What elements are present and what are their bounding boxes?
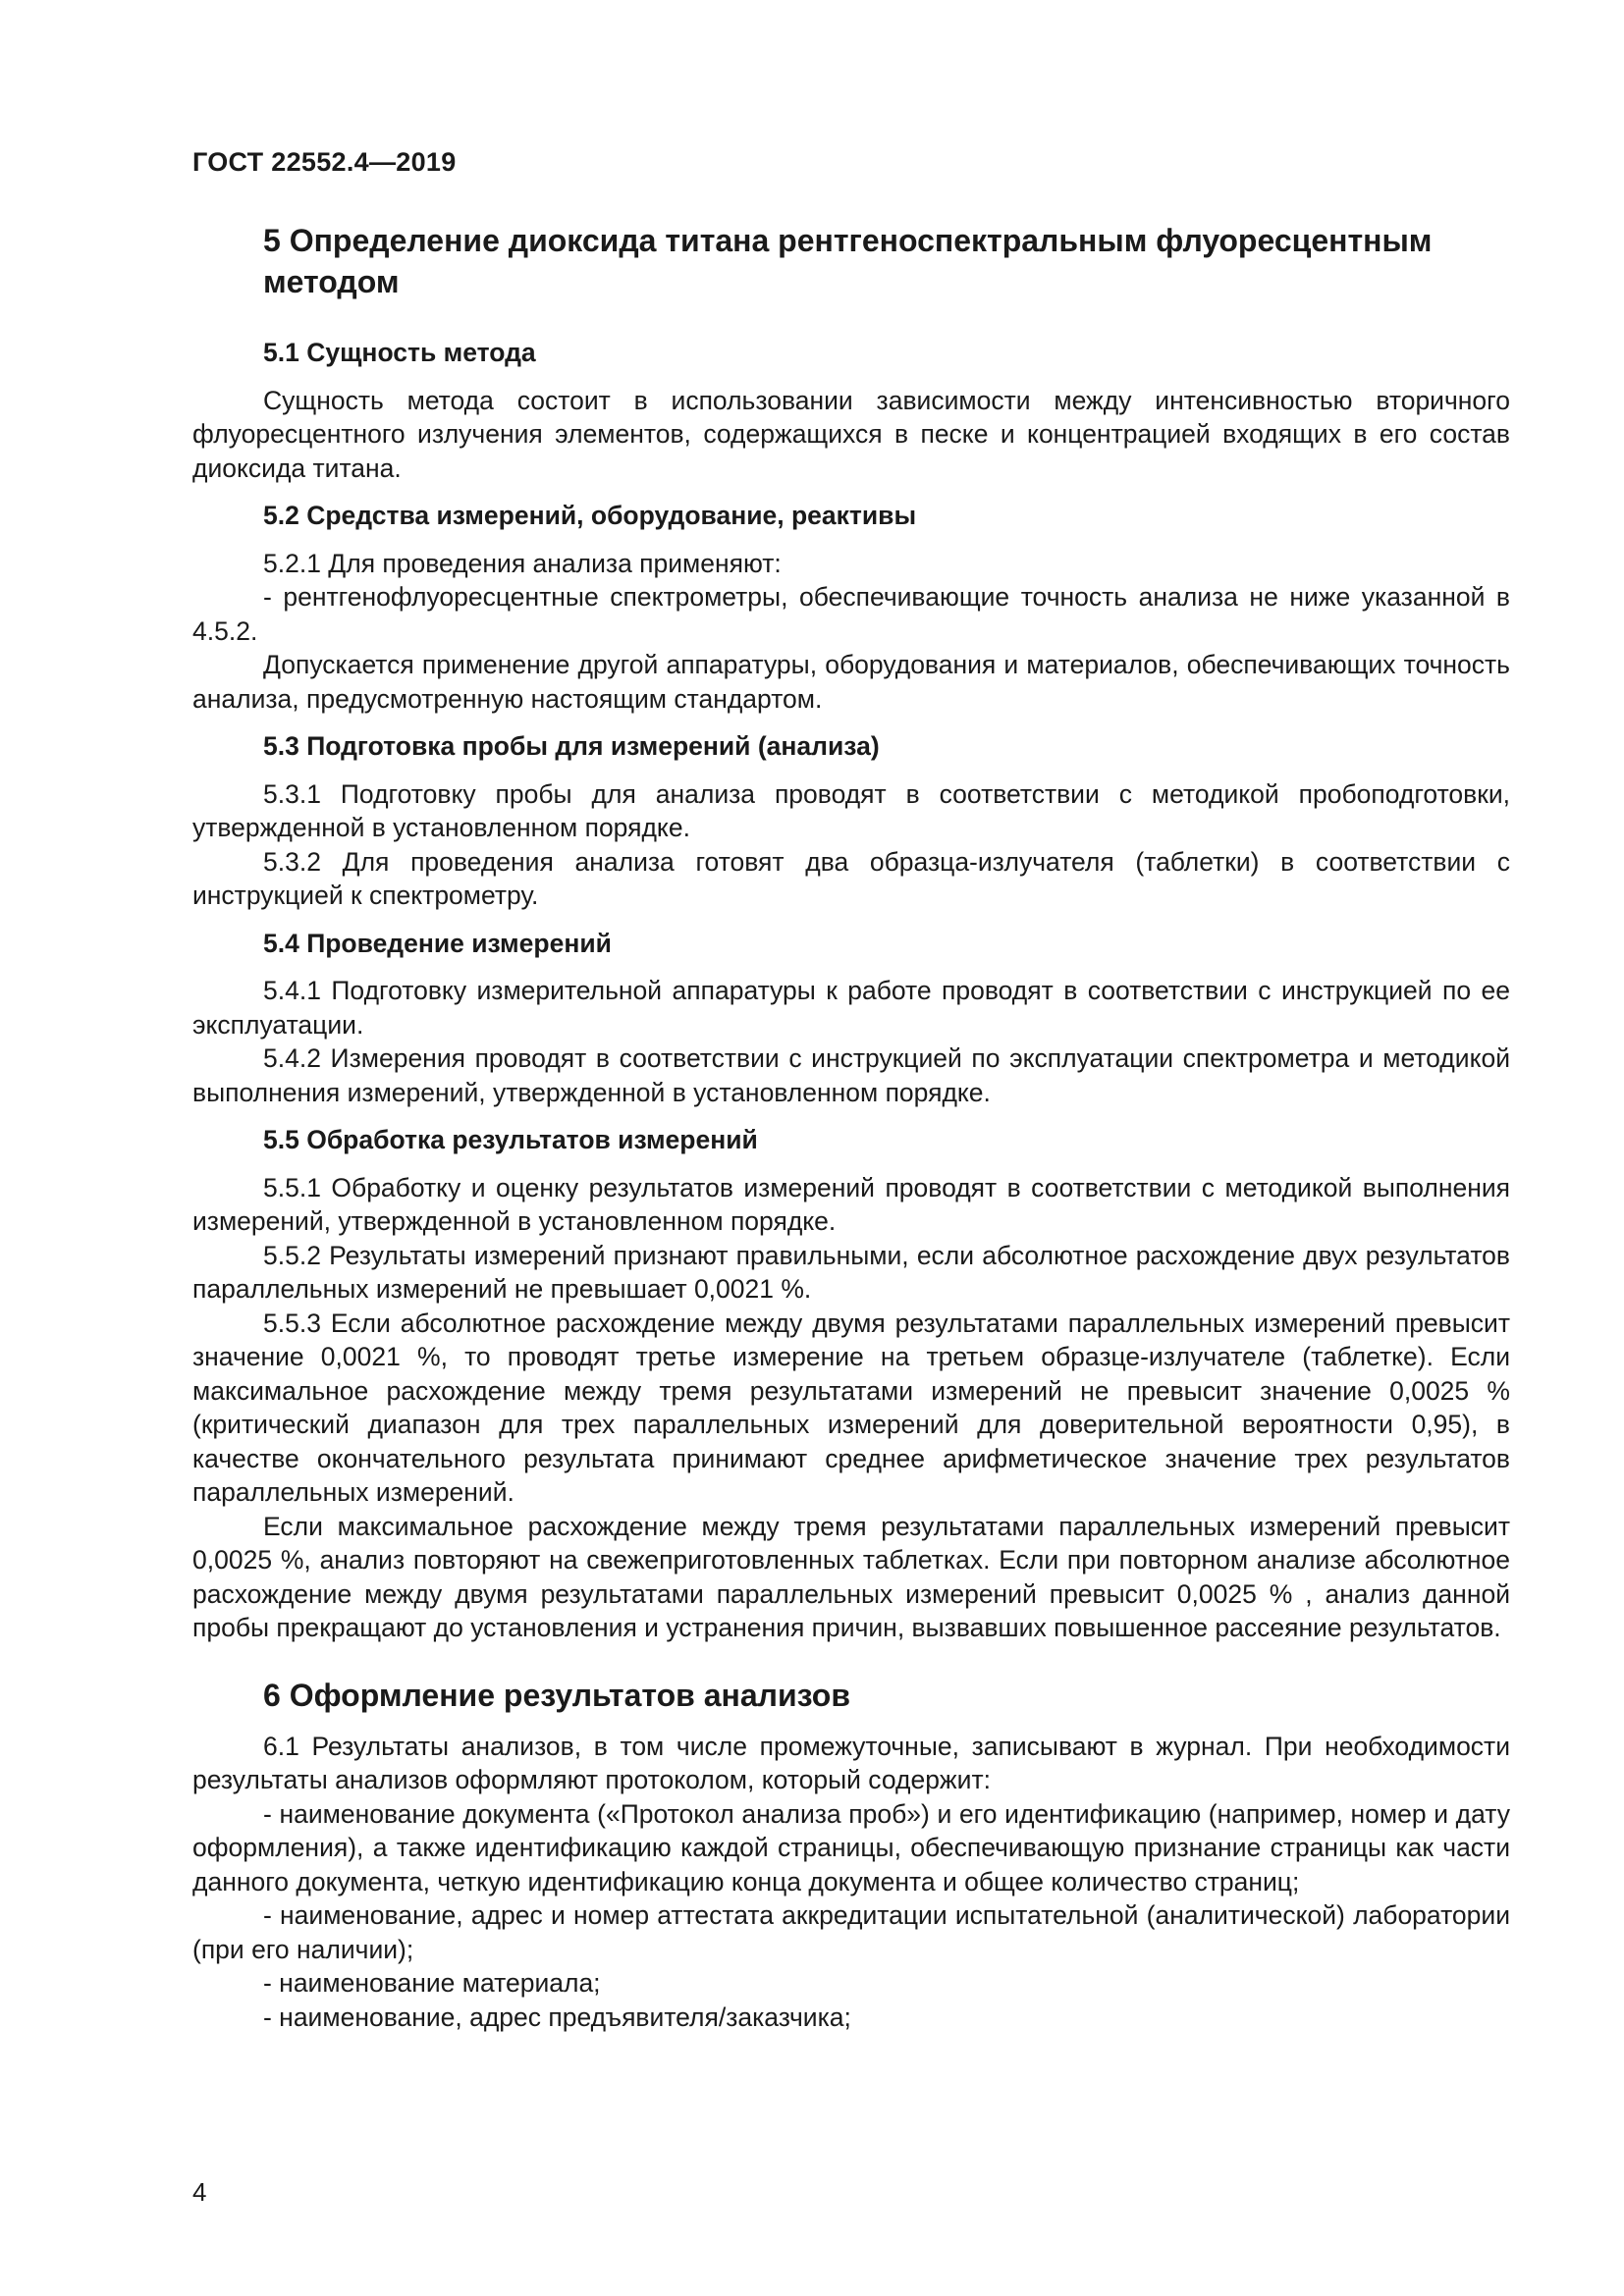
paragraph-5-5-3: 5.5.3 Если абсолютное расхождение между двумя результатами параллельных измерений превысит значение 0,0021 %, то проводят третье измерение на третьем образце-излучателе (таблетке). Если максимальное расхождение между тремя результатами измерений не превысит значение 0,0025 % (критический диапазон для трех параллельных измерений для доверительной вероятности 0,95), в качестве окончательного результата принимают среднее арифметическое значение трех результатов параллельных измерений. — [192, 1308, 1510, 1507]
paragraph-5-1: Сущность метода состоит в использовании зависимости между интенсивностью вторичного флуоресцентного излучения элементов, содержащихся в песке и концентрацией входящих в его состав диоксида титана. — [192, 385, 1510, 483]
paragraph-5-4-1: 5.4.1 Подготовку измерительной аппаратуры к работе проводят в соответствии с инструкцией по ее эксплуатации. — [192, 976, 1510, 1040]
paragraph-5-4-2: 5.4.2 Измерения проводят в соответствии с инструкцией по эксплуатации спектрометра и методикой выполнения измерений, утвержденной в установленном порядке. — [192, 1043, 1510, 1107]
document-code-header: ГОСТ 22552.4—2019 — [192, 147, 457, 177]
section-6-title: 6 Оформление результатов анализов — [263, 1677, 850, 1713]
list-item-spectrometers: - рентгенофлуоресцентные спектрометры, обеспечивающие точность анализа не ниже указанной в 4.5.2. — [192, 582, 1510, 646]
page-content — [192, 220, 1510, 2034]
list-item-lab-address: - наименование, адрес и номер аттестата аккредитации испытательной (аналитической) лаборатории (при его наличии); — [192, 1900, 1510, 1964]
subsection-5-4-title: 5.4 Проведение измерений — [263, 928, 612, 958]
paragraph-6-1: 6.1 Результаты анализов, в том числе промежуточные, записывают в журнал. При необходимости результаты анализов оформляют протоколом, который содержит: — [192, 1731, 1510, 1794]
list-item-material-name: - наименование материала; — [263, 1968, 601, 1998]
paragraph-5-3-1: 5.3.1 Подготовку пробы для анализа проводят в соответствии с методикой пробоподготовки, утвержденной в установленном порядке. — [192, 778, 1510, 842]
paragraph-5-5-4: Если максимальное расхождение между тремя результатами параллельных измерений превысит 0,0025 %, анализ повторяют на свежеприготовленных таблетках. Если при повторном анализе абсолютное расхождение между двумя результатами параллельных измерений превысит 0,0025 % , анализ данной пробы прекращают до установления и устранения причин, вызвавших повышенное рассеяние результатов. — [192, 1511, 1510, 1642]
subsection-5-1-title: 5.1 Сущность метода — [263, 338, 536, 367]
list-item-document-name: - наименование документа («Протокол анализа проб») и его идентификацию (например, номер и дату оформления), а также идентификацию каждой страницы, обеспечивающую признание страницы как части данного документа, четкую идентификацию конца документа и общее количество страниц; — [192, 1798, 1510, 1896]
paragraph-5-2-1: 5.2.1 Для проведения анализа применяют: — [263, 548, 782, 578]
paragraph-5-2-note: Допускается применение другой аппаратуры, оборудования и материалов, обеспечивающих точность анализа, предусмотренную настоящим стандартом. — [192, 650, 1510, 714]
subsection-5-2-title: 5.2 Средства измерений, оборудование, реактивы — [263, 501, 917, 530]
subsection-5-3-title: 5.3 Подготовка пробы для измерений (анализа) — [263, 731, 880, 761]
page-number: 4 — [192, 2177, 207, 2207]
paragraph-5-5-1: 5.5.1 Обработку и оценку результатов измерений проводят в соответствии с методикой выполнения измерений, утвержденной в установленном порядке. — [192, 1172, 1510, 1236]
list-item-customer-address: - наименование, адрес предъявителя/заказчика; — [263, 2002, 851, 2032]
paragraph-5-5-2: 5.5.2 Результаты измерений признают правильными, если абсолютное расхождение двух результатов параллельных измерений не превышает 0,0021 %. — [192, 1240, 1510, 1304]
subsection-5-5-title: 5.5 Обработка результатов измерений — [263, 1125, 758, 1154]
section-5-title: 5 Определение диоксида титана рентгеноспектральным флуоресцентным методом — [263, 223, 1433, 299]
paragraph-5-3-2: 5.3.2 Для проведения анализа готовят два образца-излучателя (таблетки) в соответствии с инструкцией к спектрометру. — [192, 846, 1510, 910]
